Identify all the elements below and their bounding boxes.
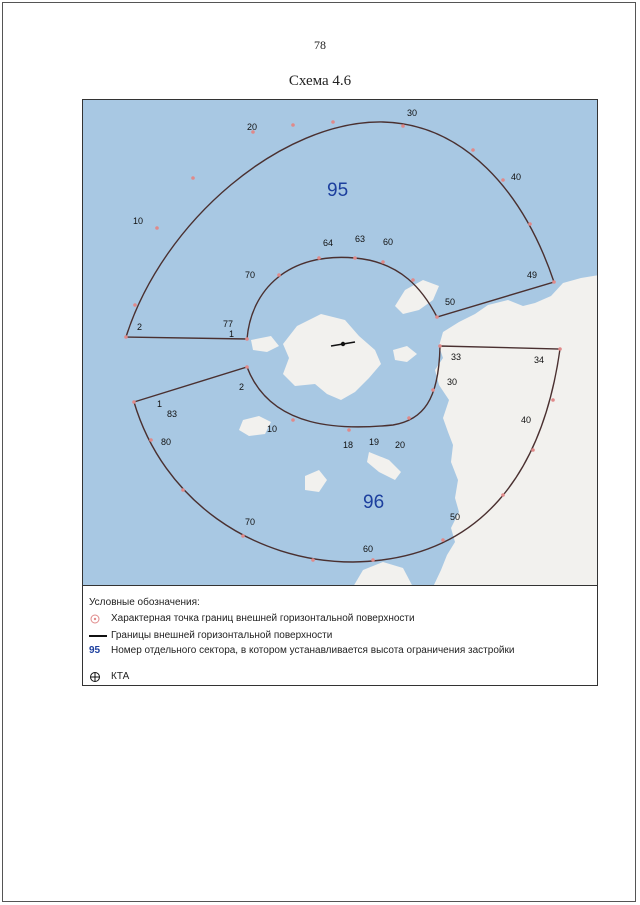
page-number: 78 — [314, 38, 326, 52]
point-label: 60 — [363, 544, 374, 554]
point-label: 77 — [223, 319, 234, 329]
kta-icon — [89, 671, 111, 683]
point-label: 63 — [355, 234, 366, 244]
legend-item — [89, 613, 589, 625]
point-label: 30 — [447, 377, 458, 387]
sector-number-icon: 95 — [89, 645, 101, 656]
point-label: 49 — [527, 270, 538, 280]
point-label: 83 — [167, 409, 178, 419]
map — [82, 99, 598, 586]
point-label: 10 — [267, 424, 278, 434]
legend-title: Условные обозначения: — [89, 597, 200, 608]
point-label: 50 — [450, 512, 461, 522]
sector-number: 96 — [363, 492, 385, 513]
point-label: 1 — [229, 329, 235, 339]
legend-item — [89, 645, 589, 657]
point-label: 30 — [407, 108, 418, 118]
point-label: 1 — [157, 399, 163, 409]
point-label: 20 — [395, 440, 406, 450]
scheme-title: Схема 4.6 — [288, 73, 352, 89]
legend — [82, 586, 598, 686]
point-label: 19 — [369, 437, 380, 447]
line-icon — [89, 635, 107, 637]
sector-number: 95 — [327, 180, 349, 201]
point-label: 70 — [245, 270, 256, 280]
point-label: 10 — [133, 216, 144, 226]
point-label: 70 — [245, 517, 256, 527]
legend-item — [89, 671, 589, 683]
legend-text: Границы внешней горизонтальной поверхности — [111, 630, 333, 641]
point-label: 40 — [511, 172, 522, 182]
point-label: 60 — [383, 237, 394, 247]
legend-text: Номер отдельного сектора, в котором устанавливается высота ограничения застройки — [111, 645, 515, 656]
point-label: 2 — [137, 322, 143, 332]
point-icon — [89, 613, 111, 625]
legend-text: Характерная точка границ внешней горизонтальной поверхности — [111, 613, 415, 624]
point-label: 50 — [445, 297, 456, 307]
point-label: 40 — [521, 415, 532, 425]
point-label: 80 — [161, 437, 172, 447]
point-label: 18 — [343, 440, 354, 450]
point-label: 33 — [451, 352, 462, 362]
point-label: 20 — [247, 122, 258, 132]
point-label: 2 — [239, 382, 245, 392]
legend-item — [89, 630, 589, 642]
point-label: 34 — [534, 355, 545, 365]
point-label: 64 — [323, 238, 334, 248]
legend-text: КТА — [111, 671, 130, 682]
